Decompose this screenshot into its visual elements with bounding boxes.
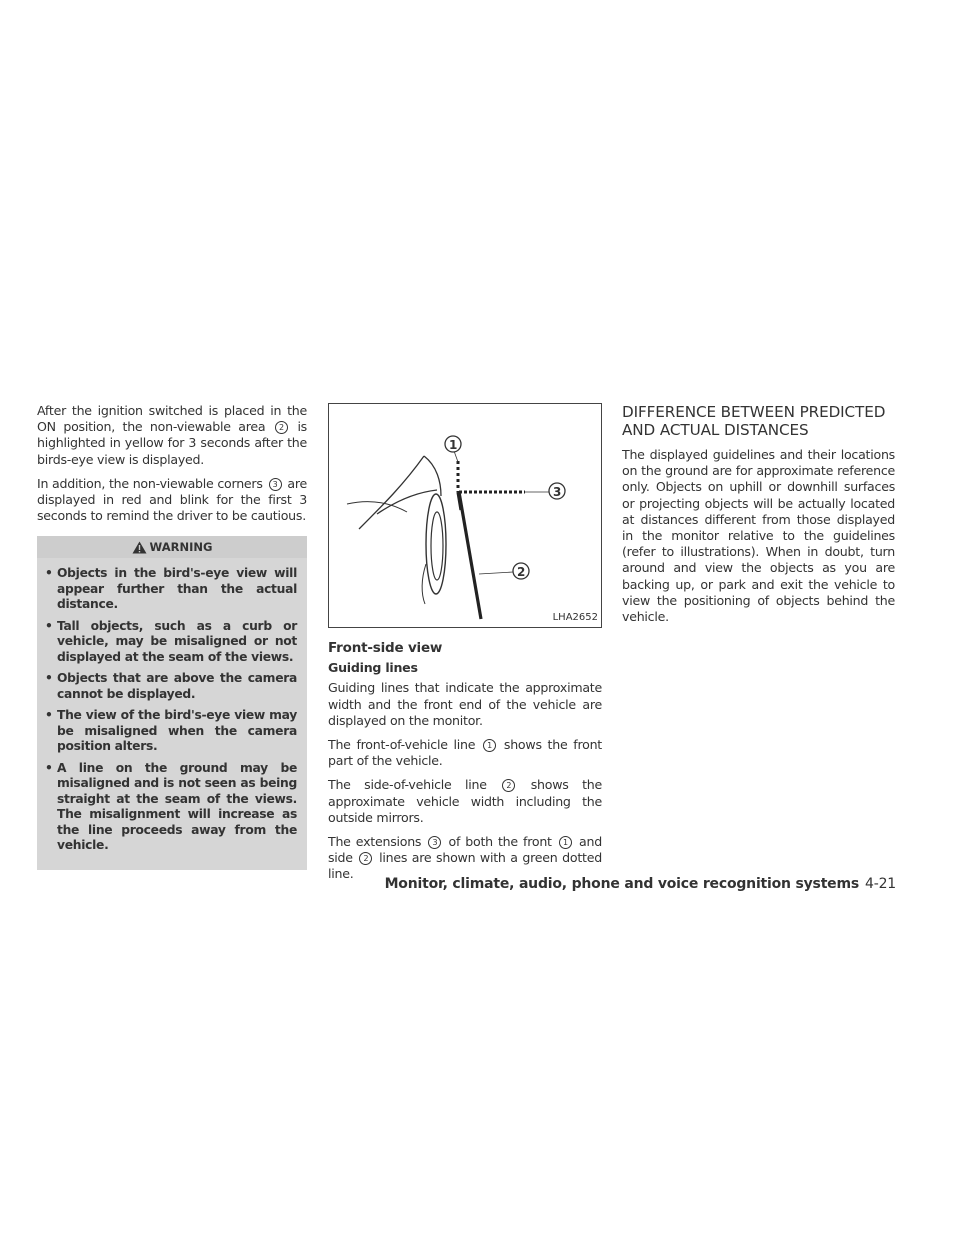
marker-2: 2 [359,852,372,865]
paragraph-non-viewable-corners: In addition, the non-viewable corners 3 are displayed in red and blink for the first 3 seconds to remind the driver to be cautious. [37,475,307,524]
marker-1: 1 [559,836,572,849]
figure-label-2: 2 [516,565,526,579]
page-number: 4-21 [865,876,896,892]
paragraph-front-line: The front-of-vehicle line 1 shows the front part of the vehicle. [328,737,602,769]
column-3 [622,403,895,633]
section-title: DIFFERENCE BETWEEN PREDICTED AND ACTUAL DISTANCES [622,403,886,439]
figure-code: LHA2652 [552,611,598,623]
figure-label-3: 3 [552,485,562,499]
column-2 [328,403,602,891]
warning-box [37,536,307,870]
section-heading: Front-side view [328,640,443,656]
warning-item: • Objects that are above the camera cannot be displayed. [45,671,297,702]
paragraph-side-line: The side-of-vehicle line 2 shows the approximate vehicle width including the outside mirrors. [328,777,603,825]
warning-icon [132,541,147,554]
warning-item: • The view of the bird's-eye view may be misaligned when the camera position alters. [45,708,297,755]
figure-label-1: 1 [448,438,458,452]
warning-item: • A line on the ground may be misaligned and is not seen as being straight at the seam of the views. The misalignment will increase as the line proceeds away from the vehicle. [45,761,297,854]
paragraph-guiding-lines: Guiding lines that indicate the approximate width and the front end of the vehicle are displayed on the monitor. [328,680,602,728]
marker-2: 2 [502,779,515,792]
warning-list [37,566,307,854]
chapter-title: Monitor, climate, audio, phone and voice recognition systems [384,876,860,892]
warning-header [37,536,307,558]
warning-item: • Objects in the bird's-eye view will appear further than the actual distance. [45,566,297,613]
front-side-view-figure [328,403,602,628]
warning-item: • Tall objects, such as a curb or vehicle, may be misaligned or not displayed at the seam of the views. [45,619,297,666]
marker-1: 1 [483,739,496,752]
paragraph-distances: The displayed guidelines and their locations on the ground are for approximate reference only. Objects on uphill or downhill surfaces or projecting objects will be actually located at distances different from those displayed in the monitor relative to the guidelines (refer to illustrations). When in doubt, turn around and view the objects as you are backing up, or park and exit the vehicle to view the positioning of objects behind the vehicle. [622,447,895,625]
page-footer [385,876,896,892]
paragraph-non-viewable-area: After the ignition switched is placed in the ON position, the non-viewable area 2 is highlighted in yellow for 3 seconds after the birds-eye view is displayed. [37,403,307,467]
marker-3: 3 [428,836,441,849]
subsection-heading: Guiding lines [328,660,418,676]
column-1 [37,403,307,870]
marker-2: 2 [275,421,288,434]
front-side-view-illustration [329,404,601,627]
paragraph-extensions: The extensions 3 of both the front 1 and side 2 lines are shown with a green dotted line. [328,834,602,882]
marker-3: 3 [269,478,282,491]
warning-title: WARNING [149,540,213,555]
